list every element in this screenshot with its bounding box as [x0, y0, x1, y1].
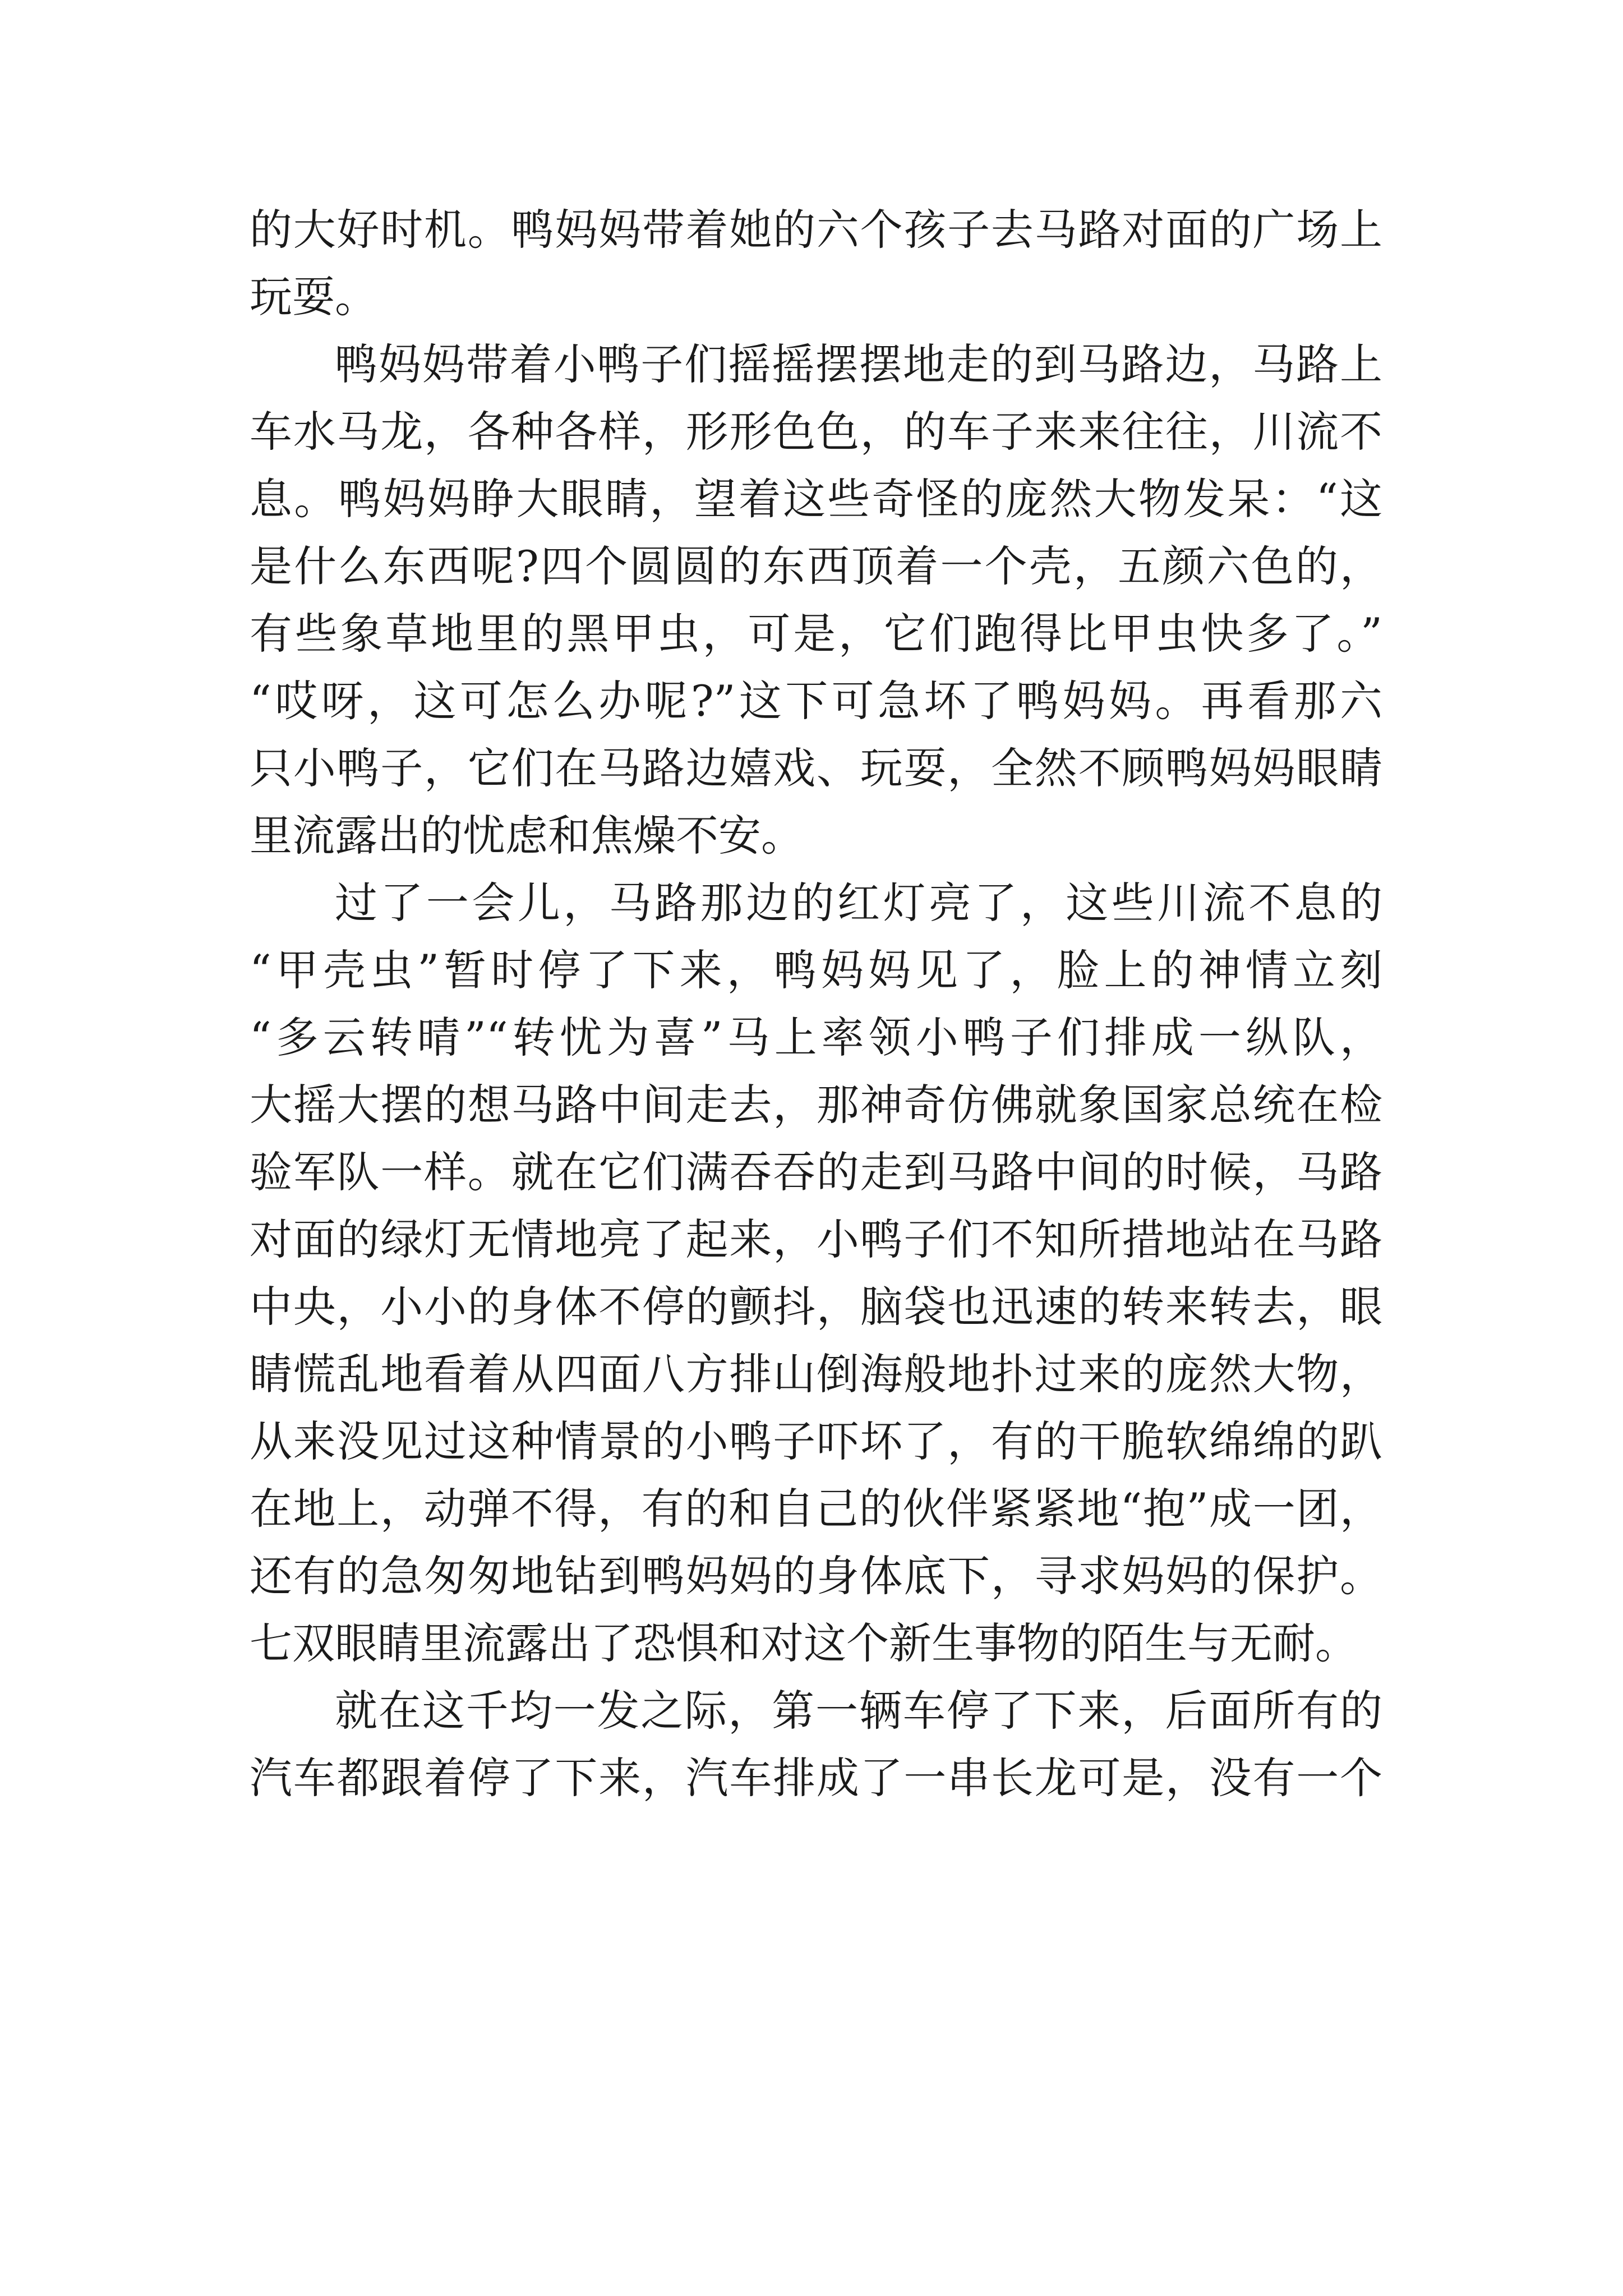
text-line: 对面的绿灯无情地亮了起来，小鸭子们不知所措地站在马路: [250, 1214, 1382, 1264]
text-line: 验军队一样。就在它们满吞吞的走到马路中间的时候，马路: [250, 1147, 1382, 1197]
text-line: 大摇大摆的想马路中间走去，那神奇仿佛就象国家总统在检: [250, 1080, 1382, 1130]
text-line: “哎呀，这可怎么办呢?”这下可急坏了鸭妈妈。再看那六: [250, 676, 1382, 726]
text-line: “甲壳虫”暂时停了下来，鸭妈妈见了，脸上的神情立刻: [250, 945, 1382, 995]
text-line: 汽车都跟着停了下来，汽车排成了一串长龙可是，没有一个: [250, 1753, 1382, 1803]
text-line: 睛慌乱地看着从四面八方排山倒海般地扑过来的庞然大物，: [250, 1349, 1382, 1399]
text-line: 是什么东西呢?四个圆圆的东西顶着一个壳，五颜六色的，: [250, 541, 1382, 591]
text-line: 里流露出的忧虑和焦燥不安。: [250, 811, 804, 861]
text-line: 车水马龙，各种各样，形形色色，的车子来来往往，川流不: [250, 407, 1382, 457]
text-line: 中央，小小的身体不停的颤抖，脑袋也迅速的转来转去，眼: [250, 1282, 1382, 1332]
text-line: “多云转晴”“转忧为喜”马上率领小鸭子们排成一纵队，: [250, 1013, 1382, 1062]
text-line: 只小鸭子，它们在马路边嬉戏、玩耍，全然不顾鸭妈妈眼睛: [250, 743, 1382, 793]
text-line: 还有的急匆匆地钻到鸭妈妈的身体底下，寻求妈妈的保护。: [250, 1551, 1382, 1601]
text-line: 玩耍。: [250, 272, 377, 322]
text-line: 的大好时机。鸭妈妈带着她的六个孩子去马路对面的广场上: [250, 205, 1382, 255]
body-text: [250, 196, 1382, 1812]
text-line: 从来没见过这种情景的小鸭子吓坏了，有的干脆软绵绵的趴: [250, 1416, 1382, 1466]
paragraph-start-line: 过了一会儿，马路那边的红灯亮了，这些川流不息的: [335, 878, 1382, 928]
text-line: 在地上，动弹不得，有的和自己的伙伴紧紧地“抱”成一团，: [250, 1484, 1382, 1534]
text-line: 七双眼睛里流露出了恐惧和对这个新生事物的陌生与无耐。: [250, 1618, 1358, 1668]
paragraph-start-line: 就在这千均一发之际，第一辆车停了下来，后面所有的: [335, 1686, 1382, 1736]
text-line: 息。鸭妈妈睁大眼睛，望着这些奇怪的庞然大物发呆：“这: [250, 474, 1382, 524]
text-line: 有些象草地里的黑甲虫，可是，它们跑得比甲虫快多了。”: [250, 609, 1382, 659]
paragraph-start-line: 鸭妈妈带着小鸭子们摇摇摆摆地走的到马路边，马路上: [335, 339, 1382, 389]
